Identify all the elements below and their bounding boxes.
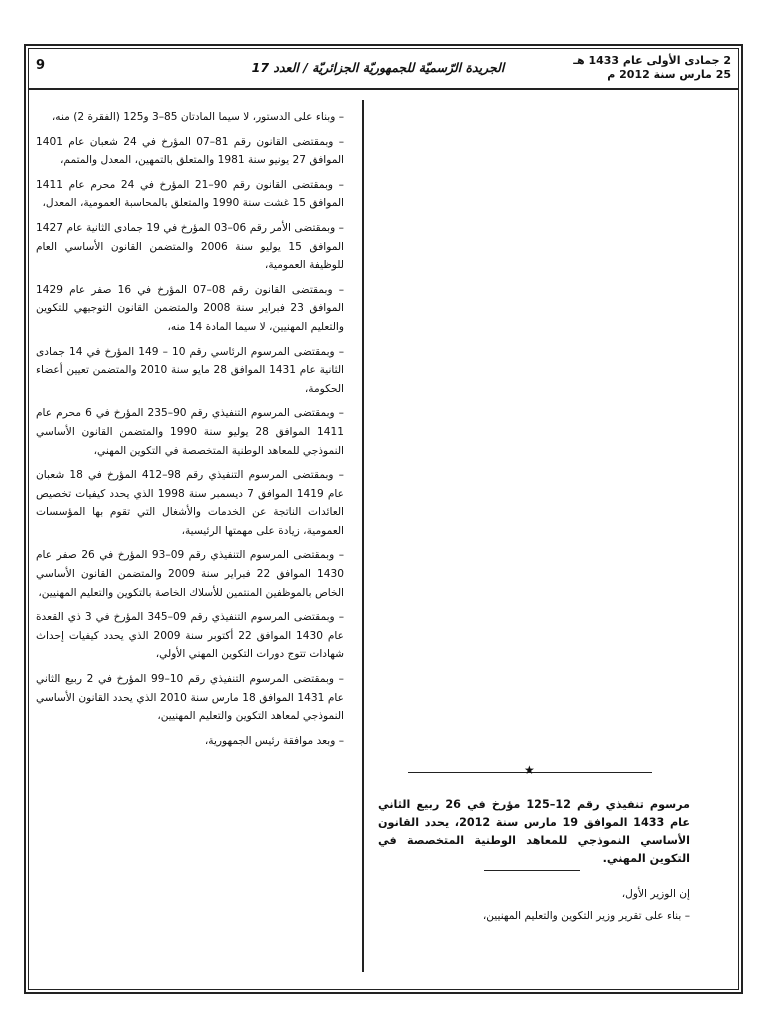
paragraph: – وبمقتضى المرسوم التنفيذي رقم 09–345 المؤرخ في 3 ذي القعدة عام 1430 الموافق 22 أكتوبر سنة 2009 الذي يحدد كيفيات إحداث شهادات تتوج دورات التكوين المهني الأولي، — [36, 611, 344, 661]
paragraph: – وبعد موافقة رئيس الجمهورية، — [204, 734, 344, 747]
issue-date — [573, 54, 731, 82]
paragraph: – وبمقتضى المرسوم التنفيذي رقم 10–99 المؤرخ في 2 ربيع الثاني عام 1431 الموافق 18 مارس سنة 2010 الذي يحدد القانون الأساسي النموذجي لمعاهد التكوين والتعليم المهنيين، — [36, 673, 344, 723]
paragraph: – وبناء على الدستور، لا سيما المادتان 85–3 و125 (الفقرة 2) منه، — [51, 111, 344, 123]
right-column — [378, 764, 690, 929]
paragraph: – وبمقتضى المرسوم الرئاسي رقم 10 – 149 المؤرخ في 14 جمادى الثانية عام 1431 الموافق 28 مايو سنة 2010 والمتضمن تعيين أعضاء الحكومة، — [36, 345, 344, 395]
opening-line: إن الوزير الأول، — [621, 888, 690, 900]
title-underline — [484, 870, 580, 871]
paragraph: – وبمقتضى المرسوم التنفيذي رقم 98–412 المؤرخ في 18 شعبان عام 1419 الموافق 7 ديسمبر سنة 1998 الذي يحدد كيفيات تخصيص العائدات الناتجة عن الخدمات والأشغال التي تقوم بها المؤسسات العمومية، زيادة على مهمتها الرئيسية، — [36, 469, 344, 537]
star-icon: ★ — [524, 763, 535, 777]
paragraph: – وبمقتضى المرسوم التنفيذي رقم 09–93 المؤرخ في 26 صفر عام 1430 الموافق 22 فبراير سنة 2009 والمتضمن القانون الأساسي الخاص بالموظفين المنتمين للأسلاك الخاصة بالتكوين والتعليم المهنيين، — [36, 549, 344, 599]
paragraph: – وبمقتضى الأمر رقم 06–03 المؤرخ في 19 جمادى الثانية عام 1427 الموافق 15 يوليو سنة 2006 والمتضمن القانون الأساسي العام للوظيفة العمومية، — [36, 221, 344, 272]
date-gregorian: 25 مارس سنة 2012 م — [607, 68, 731, 81]
left-column — [36, 108, 344, 756]
report-line: – بناء على تقرير وزير التكوين والتعليم المهنيين، — [482, 910, 690, 922]
page-header — [28, 48, 739, 90]
paragraph: – وبمقتضى القانون رقم 90–21 المؤرخ في 24 محرم عام 1411 الموافق 15 غشت سنة 1990 والمتعلق بالمحاسبة العمومية، المعدل، — [36, 178, 344, 210]
paragraph: – وبمقتضى القانون رقم 08–07 المؤرخ في 16 صفر عام 1429 الموافق 23 فبراير سنة 2008 والمتضمن القانون التوجيهي للتكوين والتعليم المهنيين، لا سيما المادة 14 منه، — [36, 283, 344, 333]
page-number: 9 — [36, 58, 46, 73]
journal-title: الجريدة الرّسميّة للجمهوريّة الجزائريّة / العدد 17 — [251, 60, 505, 75]
paragraph: – وبمقتضى القانون رقم 81–07 المؤرخ في 24 شعبان عام 1401 الموافق 27 يونيو سنة 1981 والمتعلق بالتمهين، المعدل والمتمم، — [36, 135, 344, 167]
column-divider — [362, 100, 364, 972]
paragraph: – وبمقتضى المرسوم التنفيذي رقم 90–235 المؤرخ في 6 محرم عام 1411 الموافق 28 يوليو سنة 1990 والمتضمن القانون الأساسي النموذجي للمعاهد الوطنية المتخصصة في التكوين المهني، — [36, 407, 344, 457]
decree-opening — [378, 885, 690, 925]
date-hijri: 2 جمادى الأولى عام 1433 هـ — [573, 54, 731, 67]
decree-title: مرسوم تنفيذي رقم 12–125 مؤرخ في 26 ربيع الثاني عام 1433 الموافق 19 مارس سنة 2012، يحدد القانون الأساسي النموذجي للمعاهد الوطنية المتخصصة في التكوين المهني. — [378, 798, 690, 865]
star-separator — [378, 764, 690, 780]
